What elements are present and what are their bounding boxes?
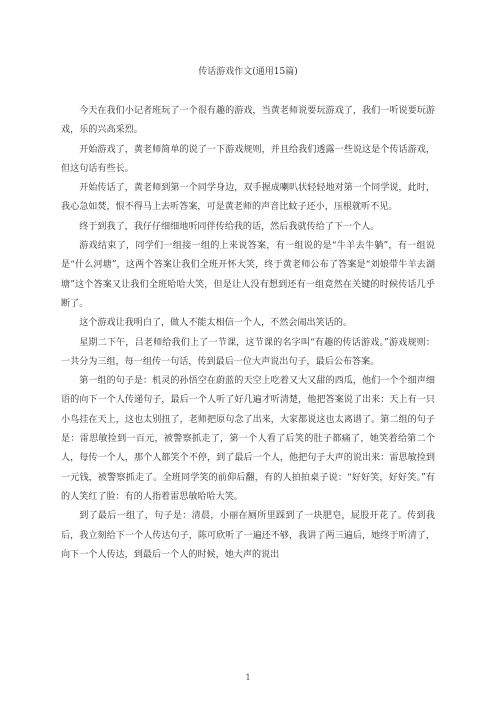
paragraph: 终于到我了，我仔仔细细地听同伴传给我的话，然后我就传给了下一个人。 [79,221,380,232]
document-body [61,102,435,565]
paragraph: 星期二下午，吕老师给我们上了一节课，这节课的名字叫“有趣的传话游戏。”游戏规则：一共分为三组，每一组传一句话，传到最后一位大声说出句子，最后公布答案。 [61,337,435,367]
paragraph: 到了最后一组了，句子是：清晨，小丽在厕所里踩到了一块肥皂，屁股开花了。传到我后，我立刻给下一个人传达句子，陈可欣听了一遍还不够，我讲了两三遍后，她终于听清了，向下一个人传达，到最后一个人的时候，她大声的说出 [61,511,435,560]
page-number: 1 [245,673,251,682]
paragraph: 开始游戏了，黄老师简单的说了一下游戏规则，并且给我们透露一些说这是个传话游戏，但这句话有些长。 [61,144,435,174]
paragraph: 游戏结束了，同学们一组接一组的上来说答案，有一组说的是“牛羊去牛躺”，有一组说是“什么河塘”，这两个答案让我们全班开怀大笑，终于黄老师公布了答案是“刘娘带牛羊去湖塘”这个答案又让我们全班哈哈大笑，但是让人没有想到还有一组竟然在关键的时候传话几乎断了。 [61,241,435,309]
paragraph: 第一组的句子是：机灵的孙悟空在蔚蓝的天空上吃着又大又甜的西瓜，他们一个个细声细语的向下一个人传递句子，最后一个人听了好几遍才听清楚，他把答案说了出来：天上有一只小鸟挂在天上，这也太别扭了，老师把原句念了出来，大家都说这也太离谱了。第二组的句子是：雷思敏捡到一百元，被警察抓走了，第一个人看了后笑的肚子都痛了，她笑着给第二个人，每传一个人，那个人都笑个不停，到了最后一个人，他把句子大声的说出来：雷思敏捡到一元钱，被警察抓走了。全班同学笑的前仰后翻，有的人拍拍桌子说：“好好笑，好好笑。”有的人笑红了脸：有的人指着雷思敏哈哈大笑。 [61,376,435,502]
paragraph: 开始传话了，黄老师到第一个同学身边，双手握成喇叭状轻轻地对第一个同学说，此时，我心急如焚，恨不得马上去听答案，可是黄老师的声音比蚊子还小，压根就听不见。 [61,183,435,213]
document-title: 传话游戏作文(通用15篇) [198,67,298,77]
paragraph: 今天在我们小记者班玩了一个很有趣的游戏，当黄老师说要玩游戏了，我们一听说要玩游戏，乐的兴高采烈。 [61,106,435,136]
paragraph: 这个游戏让我明白了，做人不能太相信一个人，不然会闹出笑话的。 [79,318,353,329]
